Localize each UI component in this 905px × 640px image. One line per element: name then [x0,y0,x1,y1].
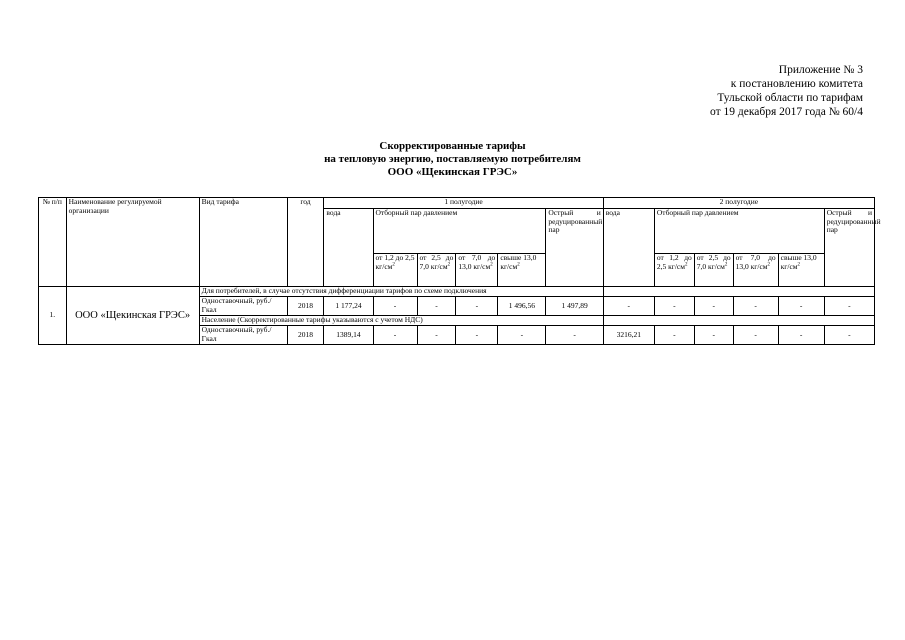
title-line-2: на тепловую энергию, поставляемую потребителям [324,153,581,165]
header-h1-p3: от 7,0 до 13,0 $кг/см^2$ [456,254,498,287]
appendix-line-1: Приложение № 3 [778,64,863,76]
header-h1-p4: свыше 13,0 $кг/см^2$ [498,254,546,287]
header-h2-steam: Отборный пар давлением [654,209,824,254]
header-half-2: 2 полугодие [603,198,874,209]
row2-year: 2018 [287,326,324,345]
section-1-label: Для потребителей, в случае отсутствия дифференциации тарифов по схеме подключения [199,287,603,297]
row1-h1-p4: 1 496,56 [498,297,546,316]
header-h2-p4: свыше 13,0 $кг/см^2$ [778,254,824,287]
row1-h2-sharp: - [824,297,874,316]
header-h1-steam: Отборный пар давлением [373,209,546,254]
appendix-block [710,63,863,119]
header-h2-sharp-steam: Острый и редуцированный пар [824,209,874,287]
row2-h2-p4: - [778,326,824,345]
row1-h2-p2: - [694,297,733,316]
row1-year: 2018 [287,297,324,316]
appendix-line-3: Тульской области по тарифам [717,92,863,104]
header-h2-p2: от 2,5 до 7,0 $кг/см^2$ [694,254,733,287]
row1-h2-p3: - [733,297,778,316]
header-row-1 [39,198,875,209]
row2-h1-p3: - [456,326,498,345]
header-h2-p1: от 1,2 до 2,5 $кг/см^2$ [654,254,694,287]
row1-h1-sharp: 1 497,89 [546,297,603,316]
row1-h1-p3: - [456,297,498,316]
row1-h1-p1: - [373,297,417,316]
row1-h1-water: 1 177,24 [324,297,373,316]
row2-h2-p1: - [654,326,694,345]
title-line-1: Скорректированные тарифы [379,140,526,152]
row2-h2-sharp: - [824,326,874,345]
row2-h2-p3: - [733,326,778,345]
tariffs-table [38,197,881,345]
row2-h1-sharp: - [546,326,603,345]
section-2-label: Население (Скорректированные тарифы указываются с учетом НДС) [199,316,603,326]
row1-h2-p4: - [778,297,824,316]
header-year: год [287,198,324,287]
section-row-1 [39,287,875,297]
title-line-3: ООО «Щекинская ГРЭС» [387,166,518,178]
row2-h1-water: 1389,14 [324,326,373,345]
row2-h2-water: 3216,21 [603,326,654,345]
org-name: ООО «Щекинская ГРЭС» [66,287,199,345]
org-number: 1. [39,287,67,345]
row2-h2-p2: - [694,326,733,345]
header-h1-water: вода [324,209,373,287]
appendix-line-4: от 19 декабря 2017 года № 60/4 [710,106,863,118]
row1-h1-p2: - [417,297,456,316]
row2-h1-p2: - [417,326,456,345]
header-tariff-type: Вид тарифа [199,198,287,287]
header-org-name: Наименование регулируемой организации [66,198,199,287]
header-num: № п/п [39,198,67,287]
header-half-1: 1 полугодие [324,198,603,209]
row1-h2-water: - [603,297,654,316]
row1-h2-p1: - [654,297,694,316]
appendix-line-2: к постановлению комитета [730,78,863,90]
row2-tariff-type: Одноставочный, руб./Гкал [199,326,287,345]
section-1-empty [603,287,874,297]
row1-tariff-type: Одноставочный, руб./Гкал [199,297,287,316]
header-h2-p3: от 7,0 до 13,0 $кг/см^2$ [733,254,778,287]
row2-h1-p1: - [373,326,417,345]
header-h1-p1: от 1,2 до 2,5 $кг/см^2$ [373,254,417,287]
header-h1-p2: от 2,5 до 7,0 $кг/см^2$ [417,254,456,287]
row2-h1-p4: - [498,326,546,345]
header-h1-sharp-steam: Острый и редуцированный пар [546,209,603,287]
header-h2-water: вода [603,209,654,287]
document-title [0,140,905,179]
section-2-empty [603,316,874,326]
